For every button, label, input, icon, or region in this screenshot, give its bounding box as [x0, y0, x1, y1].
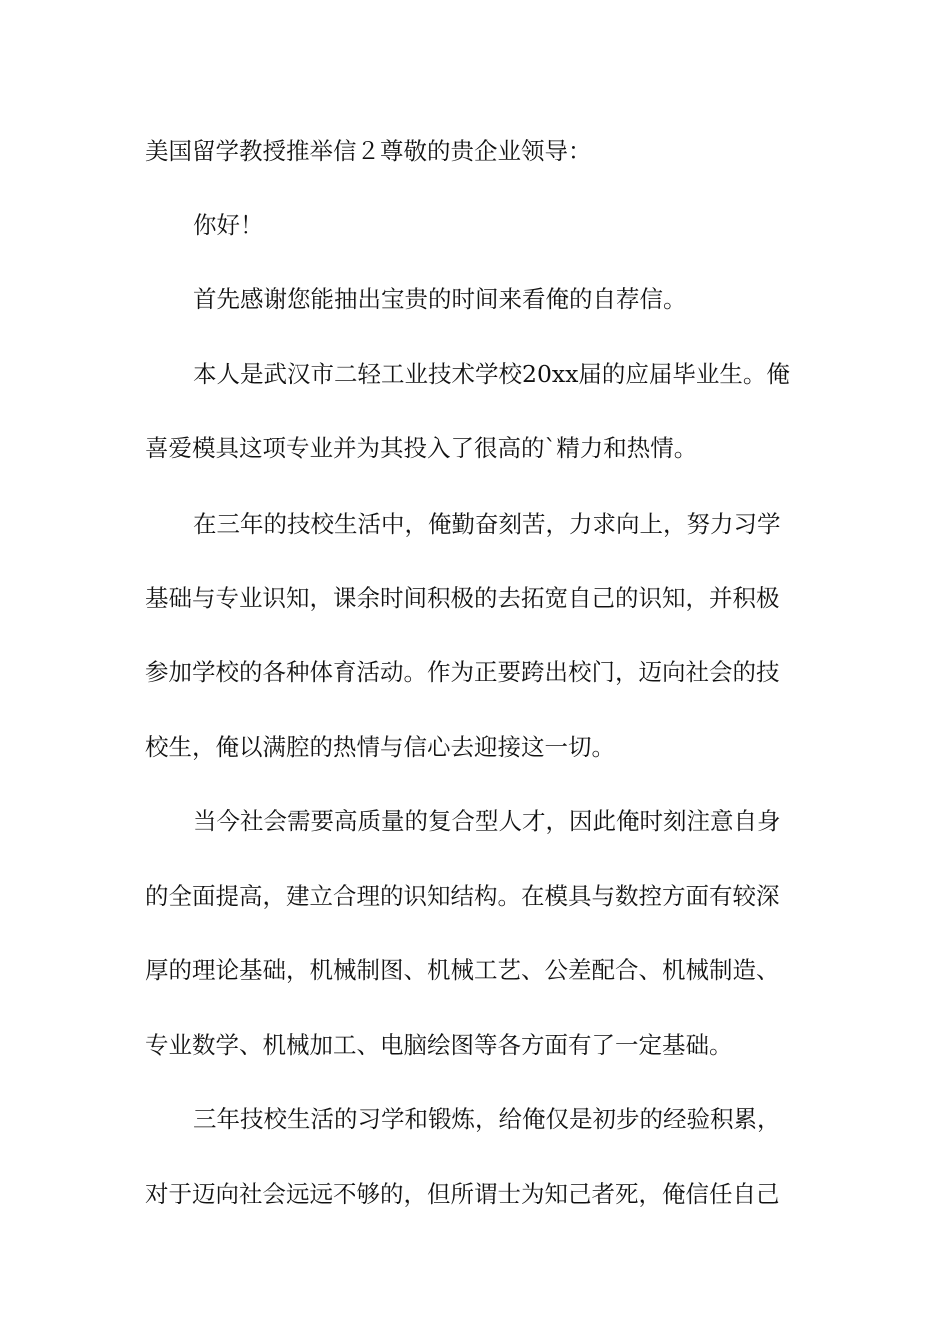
text-line: 对于迈向社会远远不够的，但所谓士为知己者死，俺信任自己	[145, 1180, 780, 1208]
text-line: 首先感谢您能抽出宝贵的时间来看俺的自荐信。	[193, 285, 687, 313]
text-line: 厚的理论基础，机械制图、机械工艺、公差配合、机械制造、	[145, 956, 780, 984]
text-line: 的全面提高，建立合理的识知结构。在模具与数控方面有较深	[145, 882, 780, 910]
text-line: 当今社会需要高质量的复合型人才，因此俺时刻注意自身	[193, 807, 781, 835]
text-line: 你好！	[193, 211, 264, 239]
text-line: 基础与专业识知，课余时间积极的去拓宽自己的识知，并积极	[145, 584, 780, 612]
text-line: 本人是武汉市二轻工业技术学校20xx届的应届毕业生。俺	[193, 360, 790, 388]
text-line: 参加学校的各种体育活动。作为正要跨出校门，迈向社会的技	[145, 658, 780, 686]
text-line: 在三年的技校生活中，俺勤奋刻苦，力求向上，努力习学	[193, 510, 781, 538]
text-line: 喜爱模具这项专业并为其投入了很高的`精力和热情。	[145, 434, 698, 462]
text-line: 专业数学、机械加工、电脑绘图等各方面有了一定基础。	[145, 1031, 733, 1059]
text-line: 三年技校生活的习学和锻炼，给俺仅是初步的经验积累，	[193, 1105, 781, 1133]
text-line: 校生，俺以满腔的热情与信心去迎接这一切。	[145, 733, 615, 761]
text-line: 美国留学教授推举信２尊敬的贵企业领导：	[145, 137, 592, 165]
